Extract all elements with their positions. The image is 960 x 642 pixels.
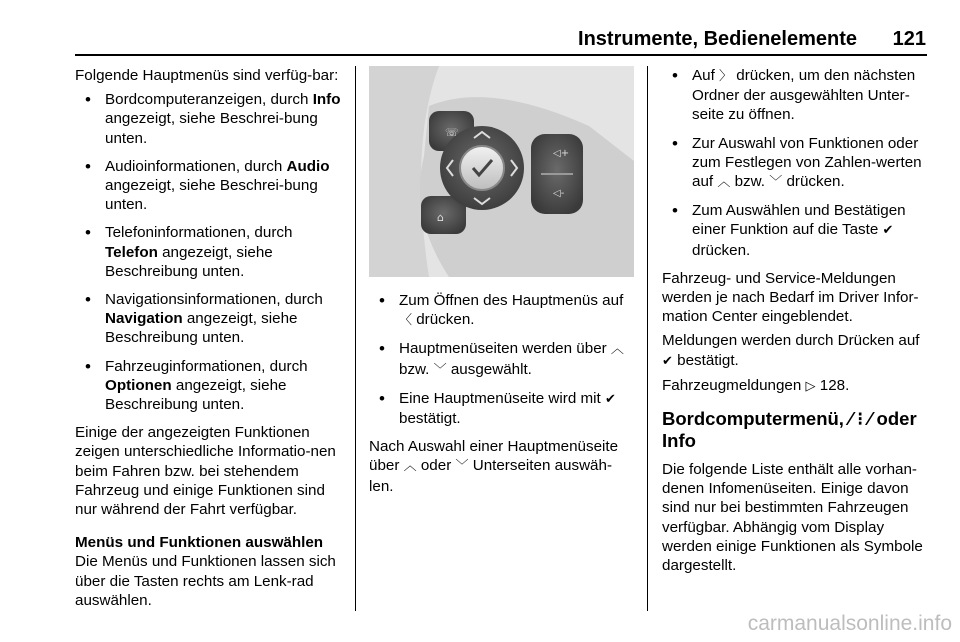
paragraph-text: Unterseiten auswäh-len. — [369, 457, 613, 495]
column-divider — [355, 66, 356, 611]
bullet-text: Zum Auswählen und Bestätigen einer Funktion auf die Taste — [692, 202, 906, 239]
chevron-left-icon: 〈 — [399, 313, 413, 329]
chevron-up-icon: ︿ — [717, 175, 731, 191]
column-divider — [647, 66, 648, 611]
bullet-text: drücken. — [782, 173, 845, 191]
bullet-text: angezeigt, siehe Beschrei-bung unten. — [105, 110, 318, 147]
chevron-up-icon: ︿ — [403, 459, 417, 475]
paragraph-text: 128. — [815, 376, 850, 394]
watermark: carmanualsonline.info — [747, 612, 952, 635]
trip-computer-icon: ⁄ ⁝ ⁄ — [849, 408, 872, 430]
volume-up-icon: ◁+ — [553, 148, 570, 159]
bullet-item — [75, 157, 345, 215]
bullet-text: Bordcomputeranzeigen, durch — [105, 91, 313, 109]
subheading: Menüs und Funktionen auswählen — [75, 534, 324, 552]
bullet-text: drücken, um den nächsten Ordner der ausgewählten Unter-seite zu öffnen. — [692, 67, 916, 124]
bullet-item — [75, 290, 345, 348]
bullet-text: angezeigt, siehe Beschrei-bung unten. — [105, 177, 318, 214]
bullet-text: bzw. — [730, 173, 770, 191]
bullet-item — [369, 389, 634, 428]
bullet-text: drücken. — [412, 311, 475, 329]
bullet-text: Telefoninformationen, durch — [105, 224, 293, 242]
voice-icon: ⌂ — [437, 211, 444, 224]
steering-wheel-illustration — [369, 66, 634, 277]
body-paragraph: Einige der angezeigten Funktionen zeigen unterschiedliche Informatio-nen beim Fahren bzw. bei stehendem Fahrzeug und einige Funktionen sind nur während der Fahrt verfügbar. — [75, 424, 336, 519]
section-title — [662, 408, 928, 452]
bullet-text: ausgewählt. — [446, 360, 532, 378]
ok-button — [460, 146, 504, 190]
bullet-text: Fahrzeuginformationen, durch — [105, 357, 308, 375]
menu-name: Navigation — [105, 310, 183, 328]
header-rule — [75, 54, 927, 56]
paragraph-text: oder — [416, 457, 456, 475]
bullet-item — [662, 66, 928, 125]
menu-name: Info — [312, 91, 341, 109]
bullet-text: angezeigt, siehe Beschreibung unten. — [105, 243, 273, 280]
header-title: Instrumente, Bedienelemente — [578, 28, 857, 50]
bullet-text: bzw. — [399, 360, 434, 378]
bullet-text: angezeigt, siehe Beschreibung unten. — [105, 310, 298, 347]
bullet-item — [662, 134, 928, 193]
bullet-item — [75, 357, 345, 415]
phone-icon: ☏ — [445, 126, 459, 139]
chevron-down-icon: ﹀ — [769, 175, 783, 191]
intro-text: Folgende Hauptmenüs sind verfüg-bar: — [75, 67, 339, 84]
bullet-text: Navigationsinformationen, durch — [105, 291, 323, 309]
menu-name: Telefon — [105, 243, 158, 261]
page-reference-icon: ▷ — [805, 378, 816, 394]
bullet-text: angezeigt, siehe Beschreibung unten. — [105, 376, 287, 414]
menu-name: Audio — [286, 157, 330, 175]
body-paragraph: Fahrzeug- und Service-Meldungen werden je nach Bedarf im Driver Infor-mation Center eingeblendet. — [662, 269, 919, 326]
body-paragraph: Die folgende Liste enthält alle vorhan-denen Infomenüseiten. Einige davon sind nur bei bestimmten Fahrzeugen verfügbar. Abhängig vom Display werden einige Funktionen als Symbole dargestellt. — [662, 461, 923, 575]
body-paragraph: Die Menüs und Funktionen lassen sich über die Tasten rechts am Lenk-rad auswählen. — [75, 553, 336, 609]
page-header — [0, 28, 960, 54]
page-number: 121 — [892, 28, 926, 50]
paragraph-text: bestätigt. — [672, 351, 739, 369]
bullet-text: bestätigt. — [399, 410, 461, 428]
bullet-item — [369, 291, 634, 330]
bullet-text: Hauptmenüseiten werden über — [399, 340, 611, 358]
bullet-item — [75, 90, 345, 148]
paragraph-text: Fahrzeugmeldungen — [662, 376, 806, 394]
column-1 — [75, 66, 345, 615]
check-mark-icon: ✔ — [662, 353, 673, 369]
chevron-up-icon: ︿ — [610, 342, 624, 358]
check-mark-icon: ✔ — [604, 391, 616, 407]
chevron-right-icon: 〉 — [719, 69, 733, 84]
bullet-text: Auf — [692, 67, 720, 84]
bullet-text: Zum Öffnen des Hauptmenüs auf — [399, 292, 624, 309]
bullet-text: Zur Auswahl von Funktionen oder zum Festlegen von Zahlen-werten auf — [692, 134, 922, 191]
chevron-down-icon: ﹀ — [433, 362, 447, 378]
chevron-down-icon: ﹀ — [455, 459, 469, 475]
body-paragraph — [662, 376, 928, 396]
body-paragraph — [369, 437, 634, 496]
column-2 — [369, 66, 634, 501]
bullet-text: Eine Hauptmenüseite wird mit — [399, 389, 605, 407]
paragraph-text: Nach Auswahl einer Hauptmenüseite über — [369, 438, 619, 475]
section-title-text: oder Info — [662, 408, 917, 452]
steering-wheel-controls-image — [369, 66, 634, 277]
column-3 — [662, 66, 928, 580]
bullet-item — [369, 339, 634, 379]
bullet-text: Audioinformationen, durch — [105, 157, 287, 175]
body-paragraph — [662, 331, 928, 370]
bullet-item — [75, 223, 345, 281]
paragraph-text: Meldungen werden durch Drücken auf — [662, 332, 920, 350]
section-title-text: Bordcomputermenü, — [662, 408, 850, 430]
volume-down-icon: ◁- — [553, 188, 565, 199]
menu-name: Optionen — [105, 376, 172, 394]
bullet-text: drücken. — [692, 241, 751, 259]
check-mark-icon: ✔ — [882, 223, 894, 239]
bullet-item — [662, 201, 928, 260]
